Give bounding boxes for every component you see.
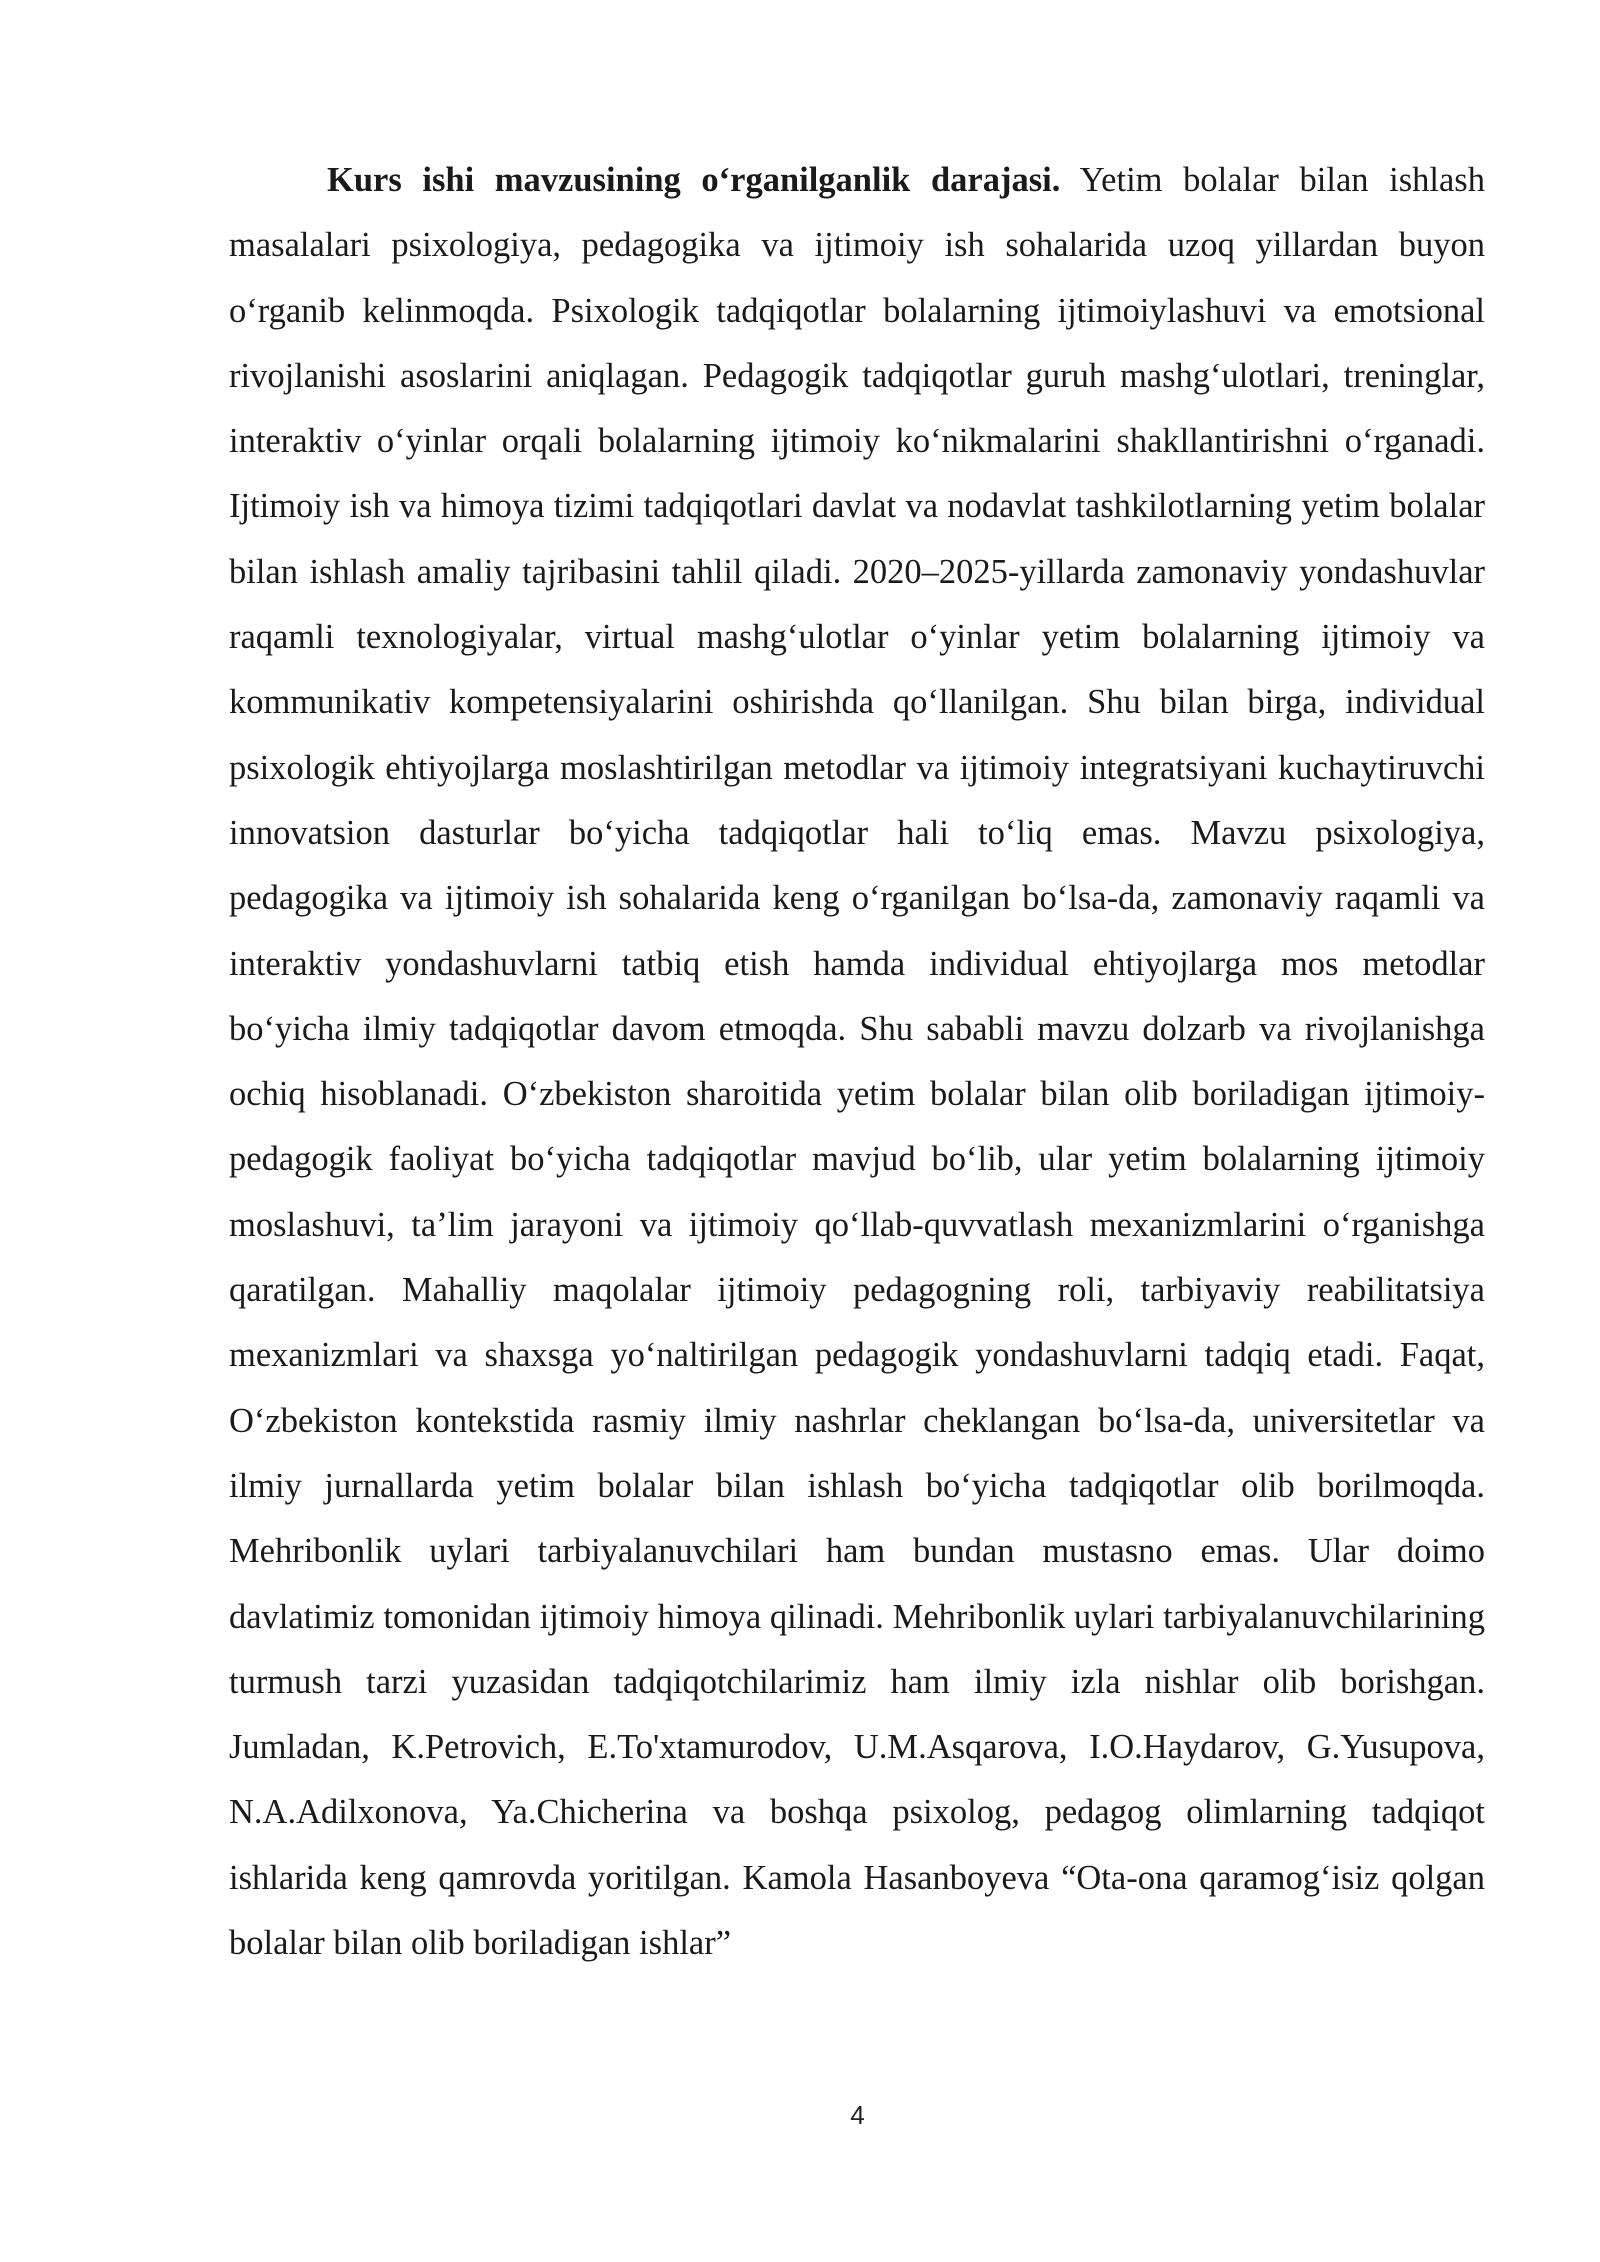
page-number: 4 [850, 2100, 865, 2130]
body-paragraph [229, 148, 1485, 1976]
paragraph-lead-heading: Kurs ishi mavzusining oʻrganilganlik darajasi. [327, 161, 1061, 199]
paragraph-body-text: Yetim bolalar bilan ishlash masalalari psixologiya, pedagogika va ijtimoiy ish sohalarida uzoq yillardan buyon oʻrganib kelinmoqda. Psixologik tadqiqotlar bolalarning ijtimoiylashuvi va emotsional rivojlanishi asoslarini aniqlagan. Pedagogik tadqiqotlar guruh mashgʻulotlari, treninglar, interaktiv oʻyinlar orqali bolalarning ijtimoiy koʻnikmalarini shakllantirishni oʻrganadi. Ijtimoiy ish va himoya tizimi tadqiqotlari davlat va nodavlat tashkilotlarning yetim bolalar bilan ishlash amaliy tajribasini tahlil qiladi. 2020–2025-yillarda zamonaviy yondashuvlar raqamli texnologiyalar, virtual mashgʻulotlar oʻyinlar yetim bolalarning ijtimoiy va kommunikativ kompetensiyalarini oshirishda qoʻllanilgan. Shu bilan birga, individual psixologik ehtiyojlarga moslashtirilgan metodlar va ijtimoiy integratsiyani kuchaytiruvchi innovatsion dasturlar boʻyicha tadqiqotlar hali toʻliq emas. Mavzu psixologiya, pedagogika va ijtimoiy ish sohalarida keng oʻrganilgan boʻlsa-da, zamonaviy raqamli va interaktiv yondashuvlarni tatbiq etish hamda individual ehtiyojlarga mos metodlar boʻyicha ilmiy tadqiqotlar davom etmoqda. Shu sababli mavzu dolzarb va rivojlanishga ochiq hisoblanadi. Oʻzbekiston sharoitida yetim bolalar bilan olib boriladigan ijtimoiy-pedagogik faoliyat boʻyicha tadqiqotlar mavjud boʻlib, ular yetim bolalarning ijtimoiy moslashuvi, taʼlim jarayoni va ijtimoiy qoʻllab-quvvatlash mexanizmlarini oʻrganishga qaratilgan. Mahalliy maqolalar ijtimoiy pedagogning roli, tarbiyaviy reabilitatsiya mexanizmlari va shaxsga yoʻnaltirilgan pedagogik yondashuvlarni tadqiq etadi. Faqat, Oʻzbekiston kontekstida rasmiy ilmiy nashrlar cheklangan boʻlsa-da, universitetlar va ilmiy jurnallarda yetim bolalar bilan ishlash boʻyicha tadqiqotlar olib borilmoqda. Mehribonlik uylari tarbiyalanuvchilari ham bundan mustasno emas. Ular doimo davlatimiz tomonidan ijtimoiy himoya qilinadi. Mehribonlik uylari tarbiyalanuvchilarining turmush tarzi yuzasidan tadqiqotchilarimiz ham ilmiy izla nishlar olib borishgan. Jumladan, K.Petrovich, E.To'xtamurodov, U.M.Asqarova, I.O.Haydarov, G.Yusupova, N.A.Adilxonova, Ya.Chicherina va boshqa psixolog, pedagog olimlarning tadqiqot ishlarida keng qamrovda yoritilgan. Kamola Hasanboyeva “Ota-ona qaramogʻisiz qolgan bolalar bilan olib boriladigan ishlar” [229, 161, 1485, 1963]
